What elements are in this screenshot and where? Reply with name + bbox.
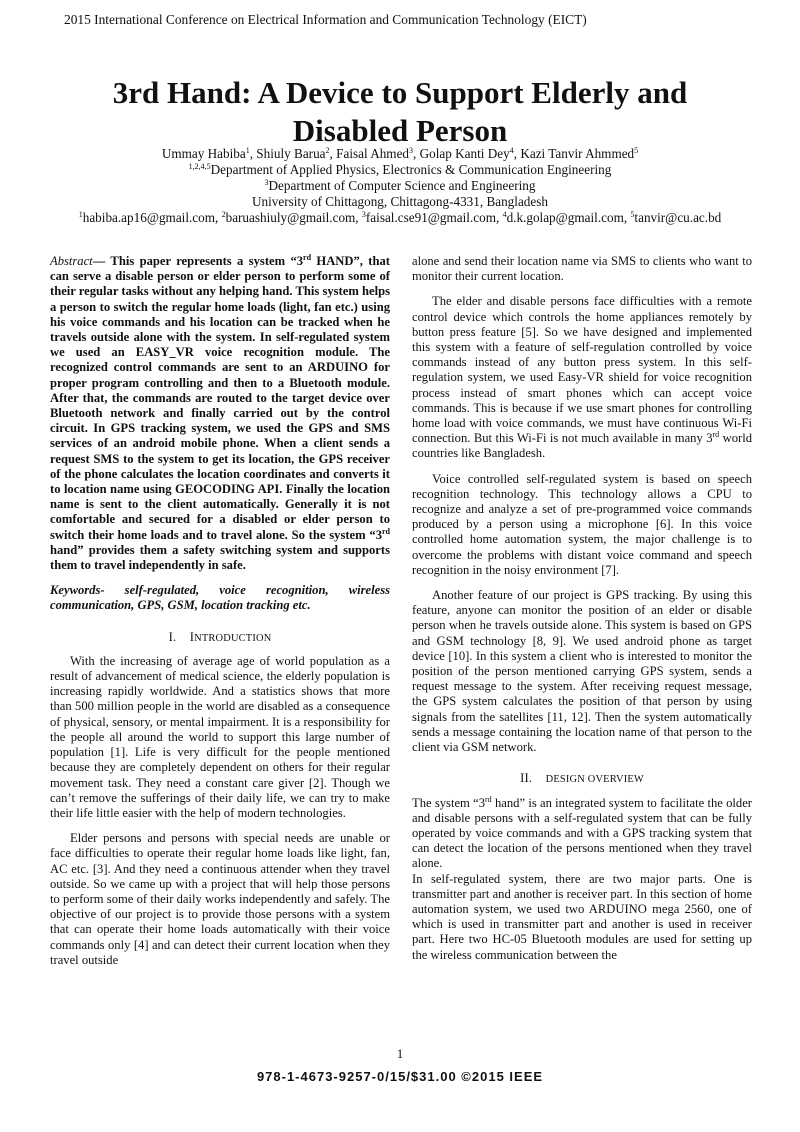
section-heading-introduction [50,630,390,646]
section-title: DESIGN OVERVIEW [545,774,644,786]
paragraph-sup: rd [712,430,720,440]
author-sup: 3 [409,146,414,155]
author-sup: 1 [245,146,250,155]
email-sup: 3 [361,210,366,219]
email: d.k.golap@gmail.com, [506,210,631,225]
affiliation-sup: 3 [264,178,269,187]
abstract [50,254,390,573]
intro-paragraph-2: Elder persons and persons with special needs are unable or face difficulties to operate their regular home loads like light, fan, AC etc. [3]. And they need a continuous attender when they travel outside. So we came up with a project that will help those persons to perform some of their daily works independently and safely. The objective of our project is to provide those persons with a system that can operate their home loads automatically with their voice commands only [4] and can detect their current location when they travel outside [50,831,390,967]
section-title-first: I [189,629,195,644]
title-line-2: Disabled Person [292,113,508,148]
right-paragraph-3: Another feature of our project is GPS tracking. By using this feature, anyone can monitor the position of an elder or disable person when he travels outside alone. This system is based on GPS and GSM technology [8, 9]. We used android phone as target device [10]. In this system a client who is interested to monitor the position of the person mentioned carrying GPS system, sends a request message to the system. After receiving request message, the GPS system calculates the position of that person by using signals from the satellites [11, 12]. Then the system automatically sends a message containing the location name of that person to the client via GSM network. [412,588,752,755]
author-name: , Golap Kanti Dey [413,146,510,161]
email: habiba.ap16@gmail.com, [82,210,222,225]
email: tanvir@cu.ac.bd [634,210,722,225]
affiliation-1 [40,162,760,178]
author-sup: 4 [509,146,514,155]
abstract-sup: rd [303,253,312,262]
affiliation-sup: 1,2,4,5 [188,162,211,171]
abstract-text: HAND”, that can serve a disable person or elder person to perform some of their regular tasks without any helping hand. This system helps a person to switch the regular home loads (light, fan etc.) using his voice commands and his location can be tracked when he travels outside alone with the system. In self-regulated system we used an EASY_VR voice recognition module. The recognized control commands are sent to an ARDUINO for proper program controlling and then to a Bluetooth module. After that, the commands are routed to the target device over Bluetooth network and finally carried out by the control circuit. In GPS tracking system, we used the GPS and SMS services of an android mobile phone. When a client sends a request SMS to the system to get its location, the GPS receiver of the phone calculates the location coordinates and converts it to location name using GEOCODING API. Finally the location name is sent to the client automatically. Generally it is not comfortable and secured for a disabled or elder person to switch their home loads and to travel alone. So the system “3 [50,254,390,542]
author-names [40,146,760,162]
email-list [40,210,760,226]
isbn-footer: 978-1-4673-9257-0/15/$31.00 ©2015 IEEE [256,1069,544,1084]
section-number: I. [168,629,177,644]
left-column [50,254,390,968]
section-title-rest: NTRODUCTION [194,632,272,644]
affiliation-text: Department of Computer Science and Engineering [268,178,536,193]
university: University of Chittagong, Chittagong-4331, Bangladesh [252,194,548,209]
email-sup: 5 [630,210,635,219]
author-name: Ummay Habiba [161,146,246,161]
right-paragraph-0: alone and send their location name via SMS to clients who want to monitor their current location. [412,254,752,284]
affiliation-text: Department of Applied Physics, Electronics & Communication Engineering [210,162,612,177]
right-column [412,254,752,963]
page-number: 1 [396,1046,404,1061]
paragraph-text: The elder and disable persons face difficulties with a remote control device which controls the home appliances remotely by button press feature [5]. So we have designed and implemented this system with a feature of self-regulation controlled by voice commands instead of any button press system. In this self-regulation system, we used Easy-VR shield for voice recognition process instead of smart phones which can accept voice commands. This is because if we use smart phones for controlling home load with voice commands, we must have continuous Wi-Fi connection. But this Wi-Fi is not much available in many 3 [412,294,752,446]
author-block [40,146,760,226]
paragraph-text: world countries like Bangladesh. [412,431,753,461]
abstract-text: hand” provides them a safety switching system and supports them to travel independently in safe. [50,542,390,573]
abstract-sup: rd [382,526,390,536]
conference-header: 2015 International Conference on Electrical Information and Communication Technology (EICT) [64,12,587,27]
keywords: Keywords- self-regulated, voice recognition, wireless communication, GPS, GSM, location tracking etc. [50,583,390,613]
affiliation-2 [40,178,760,194]
paper-title [40,74,760,150]
paragraph-sup: rd [485,794,492,804]
email-sup: 2 [221,210,226,219]
design-paragraph-1 [412,796,752,872]
right-paragraph-2: Voice controlled self-regulated system is based on speech recognition technology. This technology allows a CPU to recognize and analyze a set of pre-programmed voice commands produced by a person using a microphone [6]. In this voice controlled home automation system, the major challenge is to overcome the problems with distant voice command and speech recognition in the noisy environment [7]. [412,471,752,577]
right-paragraph-1 [412,294,752,461]
author-name: , Kazi Tanvir Ahmmed [513,146,635,161]
paragraph-text: The system “3 [412,795,486,810]
paragraph-text: hand” is an integrated system to facilitate the older and disable persons with a self-regulated system that can be fully operated by voice commands and with a GPS tracking system that can detect the location of the persons mentioned when they travel alone. [412,795,752,871]
email: faisal.cse91@gmail.com, [365,210,503,225]
section-heading-design-overview [412,771,752,787]
author-sup: 2 [325,146,330,155]
author-sup: 5 [634,146,639,155]
design-paragraph-2: In self-regulated system, there are two major parts. One is transmitter part and another is receiver part. In this section of home automation system, we used two ARDUINO mega 2560, one of which is used in transmitter part and another is used in receiver part. Here two HC-05 Bluetooth modules are used for setting up the wireless communication between the [412,871,752,962]
email-sup: 1 [78,210,83,219]
section-number: II. [520,771,533,786]
abstract-text: — This paper represents a system “3 [92,254,304,268]
intro-paragraph-1: With the increasing of average age of world population as a result of advancement of medical science, the elderly population is increasing rapidly worldwide. And a statistics shows that more than 500 million people in the world are disabled as a consequence of physical, sensory, or mental impairment. It is a responsibility for the people all around the world to support this large number of population [1]. Life is very difficult for the people mentioned because they are completely dependent on others for their regular movement task. They need a constant care giver [2]. Though we can’t remove the sufferings of their daily life, we can try to make their life little easier with the help of modern technologies. [50,653,390,820]
author-name: , Faisal Ahmed [329,146,410,161]
author-name: , Shiuly Barua [249,146,326,161]
title-line-1: 3rd Hand: A Device to Support Elderly and [112,75,688,110]
abstract-lead: Abstract [50,254,93,268]
email: baruashiuly@gmail.com, [225,210,362,225]
email-sup: 4 [502,210,507,219]
